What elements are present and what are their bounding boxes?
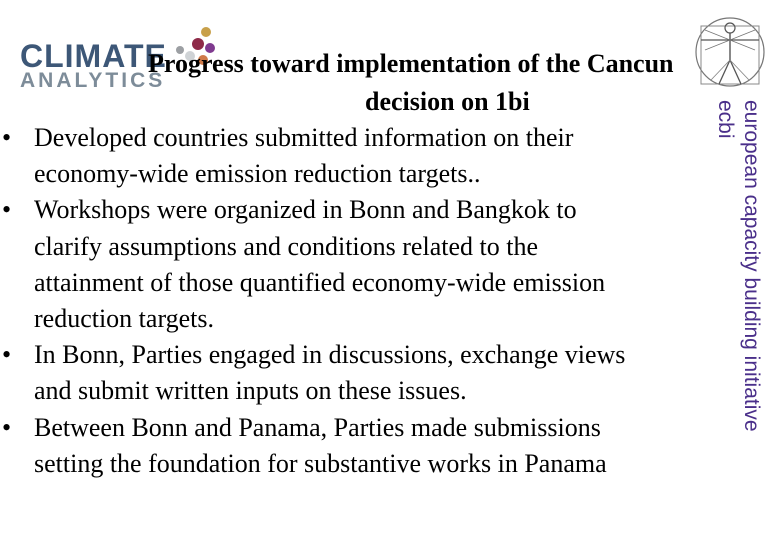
side-label-line-1: european capacity building initiative [740,100,763,432]
bullet-item [0,410,775,482]
slide-title-line-2: decision on 1bi [365,87,530,116]
logo-word-analytics: ANALYTICS [20,69,166,92]
bullet-list [0,120,775,482]
logo-word-climate: CLIMATE [20,38,167,74]
bullet-text-line: and submit written inputs on these issues. [34,376,467,406]
bullet-item [0,120,775,192]
bullet-item [0,337,775,409]
slide-title-line-1: Progress toward implementation of the Cancun [148,49,674,78]
bullet-text-line: In Bonn, Parties engaged in discussions, exchange views [34,340,626,370]
side-label-line-2: ecbi [714,100,737,139]
logo-dot [201,27,211,37]
bullet-marker: • [2,412,12,442]
bullet-text-line: Between Bonn and Panama, Parties made submissions [34,412,601,442]
bullet-text-line: attainment of those quantified economy-wide emission [34,267,606,297]
bullet-text-line: Developed countries submitted information on their [34,123,574,152]
bullet-marker: • [2,340,12,370]
bullet-marker: • [2,123,12,152]
bullet-text-line: Workshops were organized in Bonn and Bangkok to [34,195,577,225]
bullet-item [0,192,775,337]
bullet-marker: • [2,195,12,225]
bullet-text-line: clarify assumptions and conditions related to the [34,231,538,261]
bullet-text-line: reduction targets. [34,304,215,334]
bullet-text-line: economy-wide emission reduction targets.. [34,159,481,189]
bullet-text-line: setting the foundation for substantive works in Panama [34,448,607,478]
